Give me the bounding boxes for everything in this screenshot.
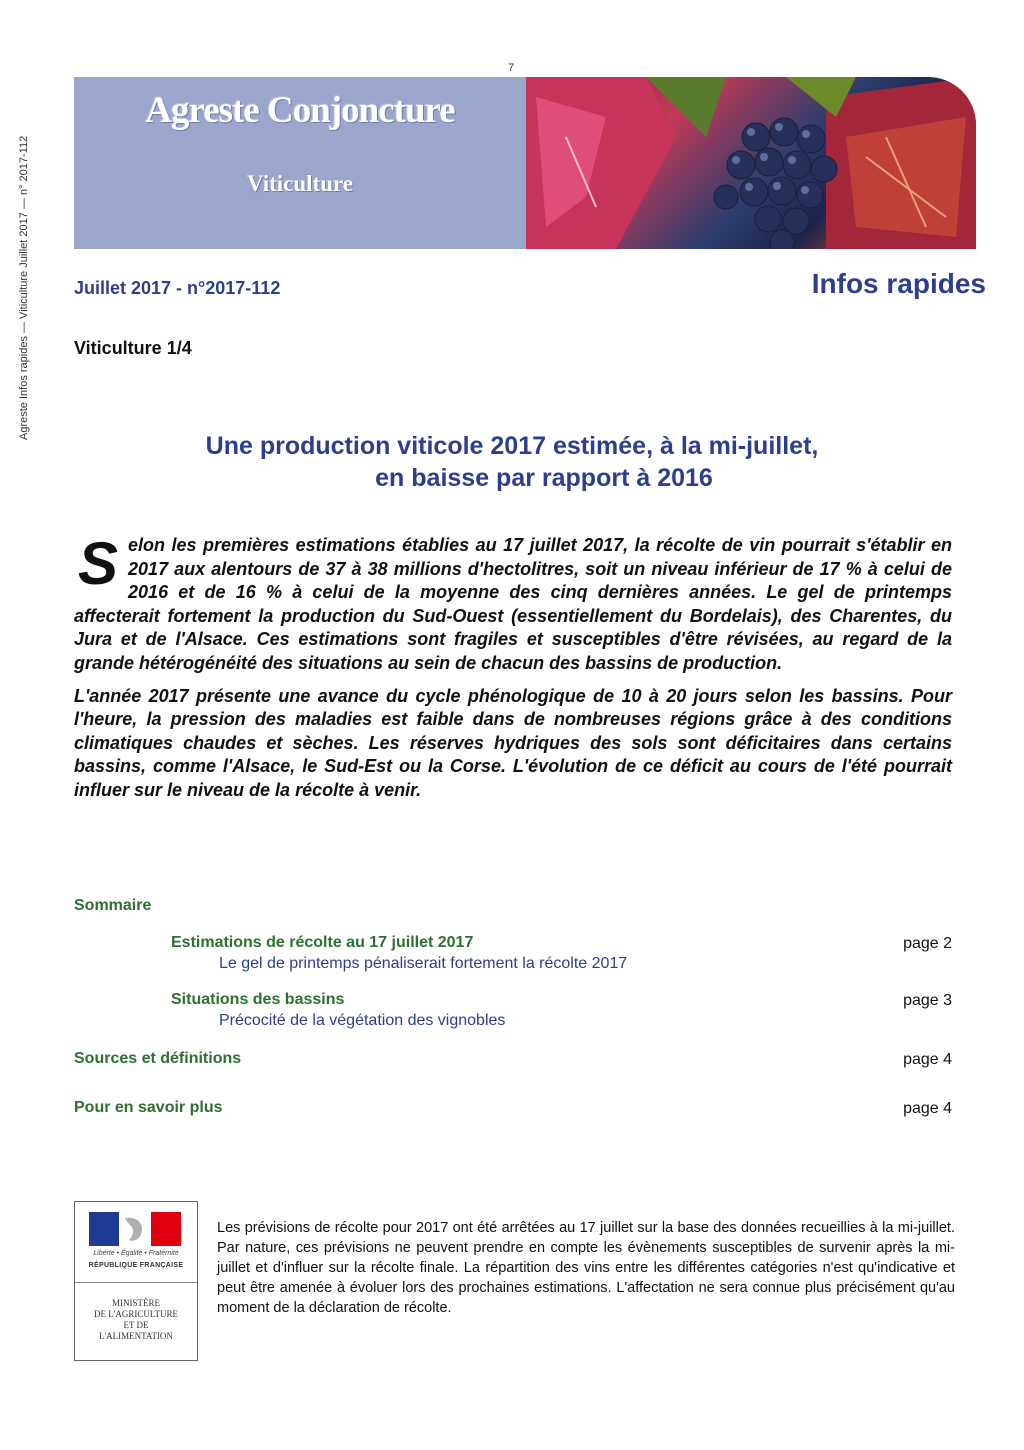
headline: [74, 430, 950, 494]
part-label: Viticulture 1/4: [74, 338, 192, 358]
toc-item-subtitle[interactable]: Le gel de printemps pénaliserait fortement la récolte 2017: [219, 955, 628, 972]
toc-item-page: page 4: [903, 1051, 952, 1068]
lead-text: [74, 530, 952, 812]
ministry-line: DE L'AGRICULTURE: [93, 1309, 179, 1319]
headline-line-1: Une production viticole 2017 estimée, à la mi-juillet,: [205, 432, 819, 460]
toc-heading: Sommaire: [74, 897, 152, 914]
headline-line-2: en baisse par rapport à 2016: [375, 464, 713, 492]
ministry-line: ET DE: [123, 1320, 149, 1330]
lead-paragraph-2: L'année 2017 présente une avance du cycle phénologique de 10 à 20 jours selon les bassins. Pour l'heure, la pression des maladies est faible dans de nombreuses régions grâce à des conditions climatiques chaudes et sèches. Les réserves hydriques des sols sont déficitaires dans certains bassins, comme l'Alsace, le Sud-Est ou la Corse. L'évolution de ce déficit au cours de l'été pourrait influer sur le niveau de la récolte à venir.: [74, 685, 952, 800]
brand-title: Agreste Conjoncture: [145, 90, 455, 131]
masthead-banner: [74, 77, 526, 249]
republic-motto: Liberté • Égalité • Fraternité: [93, 1250, 179, 1257]
ministry-name: [79, 1298, 193, 1342]
ministry-line: L'ALIMENTATION: [99, 1331, 173, 1341]
page-number: 7: [508, 62, 515, 74]
grapes-vine-leaves-icon: [526, 77, 976, 249]
toc-item-page: page 4: [903, 1100, 952, 1117]
ministry-line: MINISTÈRE: [112, 1298, 160, 1308]
toc-item-title[interactable]: Sources et définitions: [74, 1050, 242, 1067]
infos-rapides-label: Infos rapides: [811, 268, 986, 299]
toc-item-subtitle[interactable]: Précocité de la végétation des vignobles: [219, 1012, 506, 1029]
issue-line: Juillet 2017 - n°2017-112: [74, 278, 281, 298]
toc-item-title[interactable]: Estimations de récolte au 17 juillet 2017: [171, 934, 474, 951]
ministry-logo: [74, 1201, 198, 1361]
marianne-flag-icon: [89, 1212, 181, 1246]
lead-paragraph-1: [74, 530, 952, 676]
toc-item-title[interactable]: Pour en savoir plus: [74, 1099, 223, 1116]
side-running-label: Agreste Infos rapides — Viticulture Juillet 2017 — n° 2017-112: [18, 135, 30, 440]
toc-item-page: page 3: [903, 992, 952, 1009]
section-title: Viticulture: [246, 171, 354, 196]
toc-item-title[interactable]: Situations des bassins: [171, 991, 345, 1008]
grapes-photo: [526, 77, 976, 249]
republic-name: RÉPUBLIQUE FRANÇAISE: [88, 1262, 184, 1269]
logo-divider: [75, 1282, 197, 1283]
toc-item-page: page 2: [903, 935, 952, 952]
drop-cap: S: [78, 530, 119, 597]
methodology-note: Les prévisions de récolte pour 2017 ont été arrêtées au 17 juillet sur la base des données recueillies à la mi-juillet. Par nature, ces prévisions ne peuvent prendre en compte les évènements susceptibles de survenir après la mi-juillet et d'influer sur la récolte finale. La répartition des vins entre les différentes catégories n'est qu'indicative et peut être amenée à évoluer lors des prochaines estimations. L'affectation ne sera connue plus précisément qu'au moment de la déclaration de récolte.: [217, 1220, 955, 1316]
lead-paragraph-1-text: elon les premières estimations établies au 17 juillet 2017, la récolte de vin pourrait s'établir en 2017 aux alentours de 37 à 38 millions d'hectolitres, soit un niveau inférieur de 17 % à celui de 2016 et de 16 % à celui de la moyenne des cinq dernières années. Le gel de printemps affecterait fortement la production du Sud-Ouest (essentiellement du Bordelais), des Charentes, du Jura et de l'Alsace. Ces estimations sont fragiles et susceptibles d'être révisées, au regard de la grande hétérogénéité des situations au sein de chacun des bassins de production.: [74, 535, 952, 673]
